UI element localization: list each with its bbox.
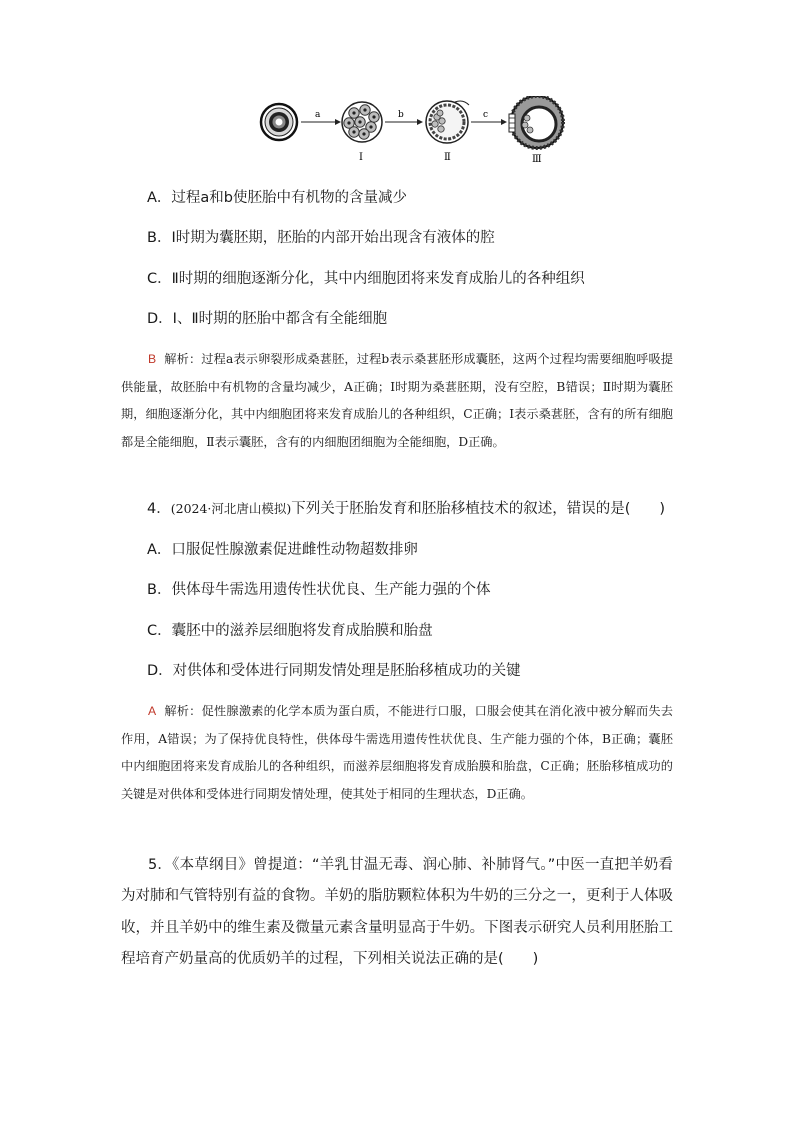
q3-answer: B [148, 352, 157, 366]
q3-analysis-text: 解析：过程a表示卵裂形成桑葚胚，过程b表示桑葚胚形成囊胚，这两个过程均需要细胞呼吸提供能量，故胚胎中有机物的含量均减少，A正确；Ⅰ时期为桑葚胚期，没有空腔，B错误；Ⅱ时期为囊胚期，细胞逐渐分化，其中内细胞团将来发育成胎儿的各种组织，C正确；Ⅰ表示桑葚胚，含有的所有细胞都是全能细胞，Ⅱ表示囊胚，含有的内细胞团细胞为全能细胞，D正确。 [121, 352, 673, 449]
arrow-label-a: a [315, 110, 321, 120]
q4-stem-text: 下列关于胚胎发育和胚胎移植技术的叙述，错误的是( ) [291, 501, 666, 517]
q5-stem [121, 850, 673, 976]
q4-analysis-text: 解析：促性腺激素的化学本质为蛋白质，不能进行口服，口服会使其在消化液中被分解而失去作用，A错误；为了保持优良特性，供体母牛需选用遗传性状优良、生产能力强的个体，B正确；囊胚中内细胞团将来发育成胎儿的各种组织，而滋养层细胞将发育成胎膜和胎盘，C正确；胚胎移植成功的关键是对供体和受体进行同期发情处理，使其处于相同的生理状态，D正确。 [121, 704, 673, 801]
q4-analysis [121, 698, 673, 808]
stage-label-1: Ⅰ [359, 152, 363, 163]
arrow-label-c: c [483, 110, 489, 120]
q5-number: 5． [148, 857, 173, 873]
stage-label-3: Ⅲ [532, 154, 542, 165]
hatched-blastocyst-drawing [509, 96, 563, 148]
q3-option-d: D．Ⅰ、Ⅱ时期的胚胎中都含有全能细胞 [147, 311, 388, 327]
q3-option-b: B．Ⅰ时期为囊胚期，胚胎的内部开始出现含有液体的腔 [147, 230, 495, 246]
zygote-drawing [261, 104, 297, 140]
stage-label-2: Ⅱ [444, 152, 451, 163]
q4-number: 4． [147, 501, 171, 517]
arrow-label-b: b [398, 110, 404, 120]
q3-analysis [121, 346, 673, 456]
q4-stem [147, 499, 665, 519]
q4-option-d: D．对供体和受体进行同期发情处理是胚胎移植成功的关键 [147, 663, 521, 679]
q4-option-c: C．囊胚中的滋养层细胞将发育成胎膜和胎盘 [147, 623, 433, 639]
q3-option-a: A．过程a和b使胚胎中有机物的含量减少 [147, 190, 408, 206]
morula-drawing [342, 102, 382, 142]
q5-text: 《本草纲目》曾提道：“羊乳甘温无毒、润心肺、补肺肾气。”中医一直把羊奶看为对肺和气管特别有益的食物。羊奶的脂肪颗粒体积为牛奶的三分之一，更利于人体吸收，并且羊奶中的维生素及微量元素含量明显高于牛奶。下图表示研究人员利用胚胎工程培育产奶量高的优质奶羊的过程，下列相关说法正确的是( ) [121, 857, 673, 968]
q4-source: (2024·河北唐山模拟) [170, 501, 292, 516]
q4-answer: A [148, 704, 157, 718]
blastocyst-drawing [426, 101, 469, 143]
embryo-stages-diagram [255, 96, 575, 168]
q4-option-a: A．口服促性腺激素促进雌性动物超数排卵 [147, 542, 418, 558]
q3-option-c: C．Ⅱ时期的细胞逐渐分化，其中内细胞团将来发育成胎儿的各种组织 [147, 271, 585, 287]
q4-option-b: B．供体母牛需选用遗传性状优良、生产能力强的个体 [147, 582, 491, 598]
embryo-development-figure [255, 96, 575, 168]
